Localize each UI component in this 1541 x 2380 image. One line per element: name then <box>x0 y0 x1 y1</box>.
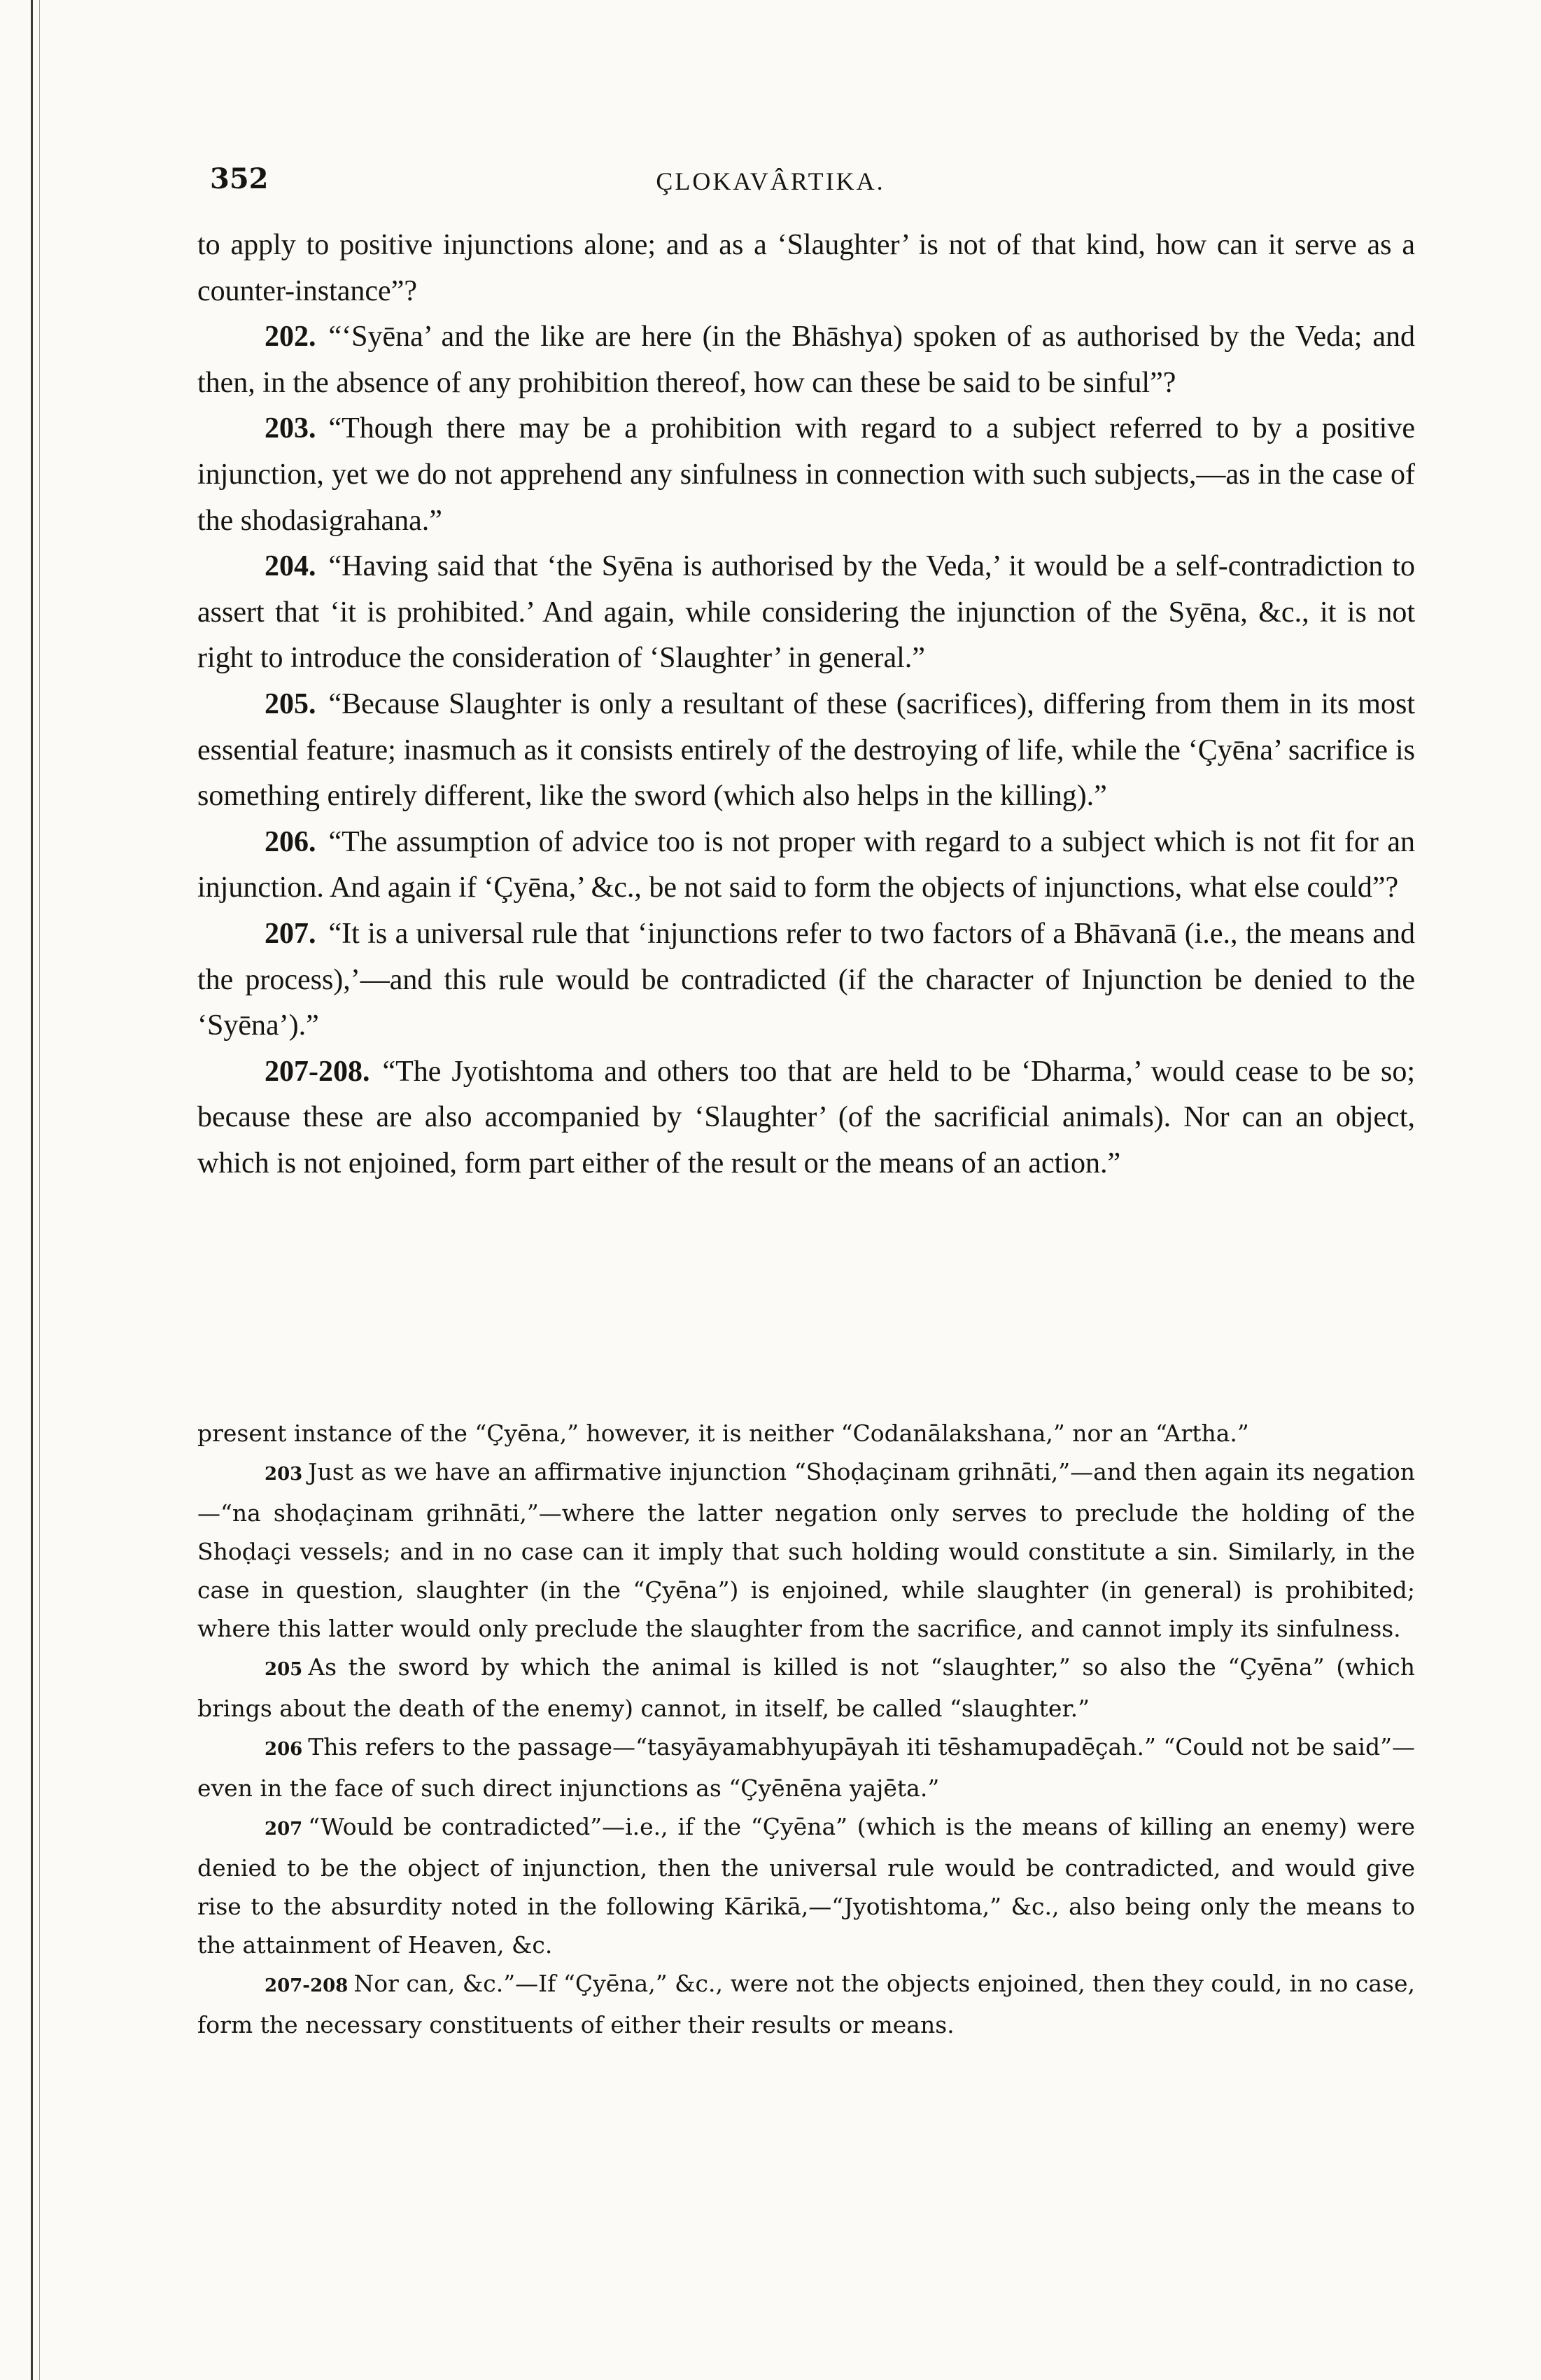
verse-text: “The Jyotishtoma and others too that are held to be ‘Dharma,’ would cease to be so; because these are also accompanied by ‘Slaughter’ (of the sacrificial animals). Nor can an object, which is not enjoined, form part either of the result or the means of an action.” <box>197 1055 1415 1180</box>
verse-text: “‘Syēna’ and the like are here (in the Bhāshya) spoken of as authorised by the Veda; and then, in the absence of any prohibition thereof, how can these be said to be sinful”? <box>197 321 1415 399</box>
page-header <box>0 162 1541 204</box>
main-text <box>197 223 1415 1186</box>
footnote <box>197 1728 1415 1807</box>
verse-number: 206. <box>265 825 316 858</box>
verse-number: 202. <box>265 321 316 354</box>
verse-text: “The assumption of advice too is not proper with regard to a subject which is not fit for an injunction. And again if ‘Çyēna,’ &c., be not said to form the objects of injunctions, what else could”? <box>197 825 1415 904</box>
footnote-text: Just as we have an affirmative injunction “Shoḍaçinam grihnāti,”—and then again its negation—“na shoḍaçinam grihnāti,”—where the latter negation only serves to preclude the holding of the Shoḍaçi vessels; and in no case can it imply that such holding would constitute a sin. Similarly, in the case in question, slaughter (in the “Çyēna”) is enjoined, while slaughter (in general) is prohibited; where this latter would only preclude the slaughter from the sacrifice, and cannot imply its sinfulness. <box>197 1458 1415 1642</box>
footnote-text: “Would be contradicted”—i.e., if the “Çyēna” (which is the means of killing an enemy) were denied to be the object of injunction, then the universal rule would be contradicted, and would give rise to the absurdity noted in the following Kārikā,—“Jyotishtoma,” &c., also being only the means to the attainment of Heaven, &c. <box>197 1813 1415 1959</box>
verse-text: “Having said that ‘the Syēna is authorised by the Veda,’ it would be a self-contradiction to assert that ‘it is prohibited.’ And again, while considering the injunction of the Syēna, &c., it is not right to introduce the consideration of ‘Slaughter’ in general.” <box>197 550 1415 675</box>
footnote-number: 207-208 <box>265 1975 349 1996</box>
verse-paragraph <box>197 1049 1415 1187</box>
verse-paragraph <box>197 544 1415 682</box>
footnote <box>197 1964 1415 2044</box>
footnote-number: 205 <box>265 1659 303 1680</box>
binding-edge-line <box>31 0 33 2380</box>
footnote <box>197 1414 1415 1452</box>
verse-text: “Though there may be a prohibition with regard to a subject referred to by a positive injunction, yet we do not apprehend any sinfulness in connection with such subjects,—as in the case of the shodasigrahana.” <box>197 412 1415 537</box>
footnotes <box>197 1414 1415 2044</box>
page-number: 352 <box>210 162 269 195</box>
verse-paragraph <box>197 406 1415 544</box>
footnote-text: Nor can, &c.”—If “Çyēna,” &c., were not the objects enjoined, then they could, in no case, form the necessary constituents of either their results or means. <box>197 1970 1415 2038</box>
verse-number: 207-208. <box>265 1055 370 1088</box>
footnote-number: 203 <box>265 1464 303 1485</box>
running-title: ÇLOKAVÂRTIKA. <box>656 167 885 195</box>
verse-paragraph <box>197 223 1415 314</box>
verse-paragraph <box>197 314 1415 406</box>
footnote-text: This refers to the passage—“tasyāyamabhyupāyah iti tēshamupadēçah.” “Could not be said”—even in the face of such direct injunctions as “Çyēnēna yajēta.” <box>197 1733 1415 1802</box>
verse-text: to apply to positive injunctions alone; and as a ‘Slaughter’ is not of that kind, how can it serve as a counter-instance”? <box>197 229 1415 307</box>
footnote-text: As the sword by which the animal is killed is not “slaughter,” so also the “Çyēna” (which brings about the death of the enemy) cannot, in itself, be called “slaughter.” <box>197 1653 1415 1722</box>
verse-number: 207. <box>265 917 316 950</box>
verse-text: “It is a universal rule that ‘injunctions refer to two factors of a Bhāvanā (i.e., the means and the process),’—and this rule would be contradicted (if the character of Injunction be denied to the ‘Syēna’).” <box>197 917 1415 1042</box>
verse-paragraph <box>197 911 1415 1049</box>
footnote <box>197 1648 1415 1728</box>
footnote <box>197 1807 1415 1964</box>
footnote <box>197 1452 1415 1648</box>
verse-number: 205. <box>265 687 316 720</box>
footnote-text: present instance of the “Çyēna,” however, it is neither “Codanālakshana,” nor an “Artha.” <box>197 1420 1249 1447</box>
verse-number: 203. <box>265 412 316 445</box>
footnote-number: 206 <box>265 1739 303 1760</box>
verse-paragraph <box>197 820 1415 911</box>
binding-edge-line-inner <box>39 0 40 2380</box>
footnote-number: 207 <box>265 1819 303 1840</box>
verse-text: “Because Slaughter is only a resultant of these (sacrifices), differing from them in its most essential feature; inasmuch as it consists entirely of the destroying of life, while the ‘Çyēna’ sacrifice is something entirely different, like the sword (which also helps in the killing).” <box>197 687 1415 813</box>
verse-number: 204. <box>265 550 316 583</box>
verse-paragraph <box>197 682 1415 820</box>
